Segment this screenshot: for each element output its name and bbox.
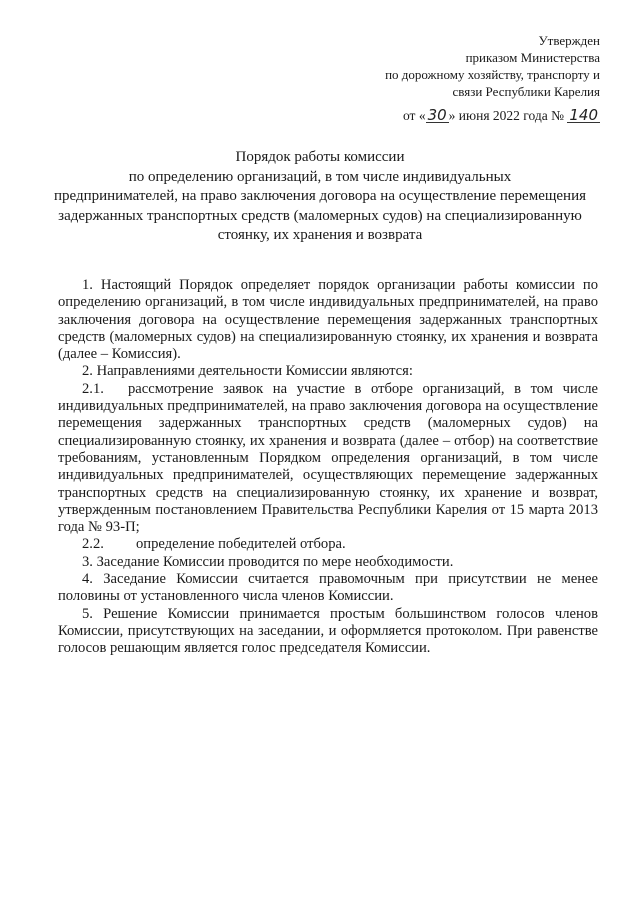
- paragraph-5: 5. Решение Комиссии принимается простым большинством голосов членов Комиссии, присутствующих на заседании, и оформляется протоколом. При равенстве голосов решающим является голос председателя Комиссии.: [58, 605, 598, 657]
- paragraph-3: 3. Заседание Комиссии проводится по мере необходимости.: [82, 553, 454, 570]
- subparagraph-text: рассмотрение заявок на участие в отборе организаций, в том числе индивидуальных предпринимателей, на право заключения договора на осуществление перемещения задержанных транспортных средств (маломерных судов) на специализированную стоянку, их хранения и возврата (далее – отбор) на соответствие требованиям, установленным Порядком определения организаций, в том числе индивидуальных предпринимателей, осуществляющих перемещение задержанных транспортных средств на специализированную стоянку, их хранение и возврат, утвержденным постановлением Правительства Республики Карелия от 15 марта 2013 года № 93-П;: [58, 380, 598, 536]
- order-number-handwritten: 140: [569, 106, 598, 124]
- subparagraph-text: определение победителей отбора.: [136, 536, 346, 553]
- paragraph-2: 2. Направлениями деятельности Комиссии являются:: [82, 363, 413, 380]
- paragraph-1: 1. Настоящий Порядок определяет порядок организации работы комиссии по определению организаций, в том числе индивидуальных предпринимателей, на право заключения договора на осуществление перемещения задержанных транспортных средств (маломерных судов) на специализированную стоянку, их хранения и возврата (далее – Комиссия).: [58, 277, 598, 363]
- approval-line: приказом Министерства: [465, 50, 600, 65]
- title-line: Порядок работы комиссии: [235, 149, 405, 165]
- title-line: задержанных транспортных средств (маломерных судов) на специализированную: [58, 207, 582, 224]
- order-prefix: от «: [402, 108, 426, 123]
- approval-line: связи Республики Карелия: [452, 84, 600, 99]
- subparagraph-2-1: [58, 381, 598, 537]
- approval-line: Утвержден: [538, 33, 600, 48]
- approval-line: по дорожному хозяйству, транспорту и: [385, 67, 600, 82]
- title-line: по определению организаций, в том числе индивидуальных: [128, 168, 512, 185]
- approval-stamp: [385, 32, 600, 100]
- subparagraph-2-2: [58, 536, 598, 553]
- document-title: [40, 148, 600, 246]
- subparagraph-number: 2.2.: [82, 536, 104, 553]
- order-date-line: [403, 107, 600, 125]
- subparagraph-number: 2.1.: [82, 380, 104, 397]
- paragraph-4: 4. Заседание Комиссии считается правомочным при присутствии не менее половины от установленного числа членов Комиссии.: [58, 571, 598, 605]
- title-line: предпринимателей, на право заключения договора на осуществление перемещения: [53, 188, 587, 204]
- order-day-handwritten: 30: [427, 106, 447, 124]
- document-body: [58, 277, 598, 658]
- title-line: стоянку, их хранения и возврата: [217, 227, 423, 243]
- order-middle: » июня 2022 года №: [448, 108, 564, 123]
